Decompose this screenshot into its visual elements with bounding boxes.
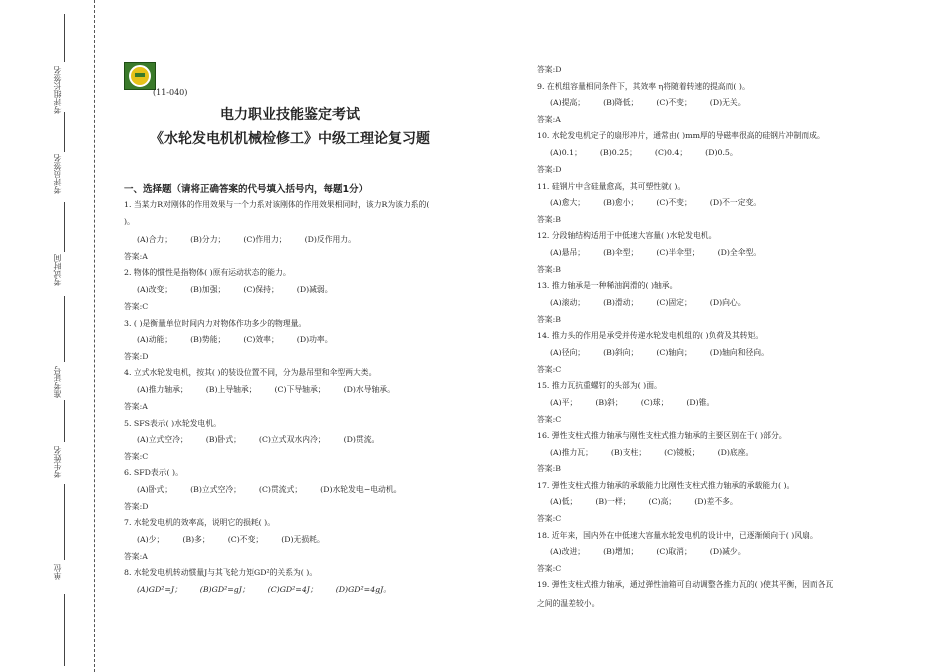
signature-line [64,484,65,560]
option-b: (B)支柱； [610,448,647,457]
side-label-unit: 单位 [53,564,62,580]
option-b: (B)斜向； [603,348,639,357]
question-1-cont: )。 [124,217,135,226]
option-b: (B)愈小； [603,198,639,207]
option-a: (A)滚动； [550,298,586,307]
side-label-examiner: 考评员签名 [53,154,62,194]
option-c: (C)固定； [656,298,692,307]
option-d: (D)0.5。 [705,148,738,157]
option-c: (C)作用力； [243,235,287,244]
question-10-options [550,147,756,158]
question-1-options [137,234,374,245]
question-13: 13. 推力轴承是一种稀油润滑的( )轴承。 [537,281,678,290]
answer-10: 答案:D [537,165,562,174]
question-9-options [550,97,764,108]
option-d: (D)锥。 [686,398,715,407]
side-label-team-leader: 考评组长签名 [53,66,62,114]
option-d: (D)减少。 [709,547,746,556]
logo-icon [124,62,156,90]
option-d: (D)无损耗。 [281,535,325,544]
option-d: (D)底座。 [717,448,754,457]
option-a: (A)推力瓦； [550,448,593,457]
cut-line [94,0,95,672]
question-19: 19. 弹性支柱式推力轴承，通过弹性油箱可自动调整各推力瓦的( )使其平衡，因而各瓦 [537,580,834,589]
option-a: (A)平； [550,398,578,407]
question-12-options [550,247,779,258]
option-a: (A)推力轴承； [137,385,188,394]
option-b: (B)分力； [190,235,226,244]
section-heading: 一、选择题（请将正确答案的代号填入括号内，每题1分） [124,184,369,195]
binding-margin [0,0,100,672]
question-4: 4. 立式水轮发电机，按其( )的装设位置不同，分为悬吊型和伞型两大类。 [124,368,377,377]
answer-12: 答案:B [537,265,561,274]
question-1: 1. 当某力R对刚体的作用效果与一个力系对该刚体的作用效果相同时，该力R为该力系的( [124,200,430,209]
option-d: (D)水轮发电−电动机。 [320,485,402,494]
option-c: (C)高； [648,497,677,506]
signature-line [64,14,65,62]
answer-14: 答案:C [537,365,562,374]
answer-18: 答案:C [537,564,562,573]
option-c: (C)取消； [656,547,692,556]
side-label-ticket-no: 准考证号 [53,366,62,398]
option-d: (D)贯流。 [343,435,380,444]
option-c: (C)效率； [243,335,279,344]
answer-7: 答案:A [124,552,148,561]
question-6: 6. SFD表示( )。 [124,468,183,477]
question-15-options [550,397,732,408]
question-14-options [550,347,787,358]
answer-16: 答案:B [537,464,561,473]
option-d: (D)差不多。 [694,497,738,506]
option-c: (C)球； [640,398,669,407]
question-3-options [137,334,351,345]
option-b: (B)0.25； [599,148,637,157]
answer-6: 答案:D [124,502,149,511]
question-2: 2. 物体的惯性是指物体( )原有运动状态的能力。 [124,268,291,277]
question-8: 8. 水轮发电机转动惯量J与其飞轮力矩GD²的关系为( )。 [124,568,318,577]
option-a: (A)提高； [550,98,586,107]
question-15: 15. 推力瓦抗重螺钉的头部为( )面。 [537,381,662,390]
option-d: (D)全伞型。 [717,248,762,257]
option-a: (A)改进； [550,547,586,556]
answer-2: 答案:C [124,302,149,311]
question-17: 17. 弹性支柱式推力轴承的承载能力比刚性支柱式推力轴承的承载能力( )。 [537,481,795,490]
option-c: (C)贯流式； [258,485,303,494]
option-a: (A)动能； [137,335,173,344]
option-c: (C)镜板； [664,448,700,457]
question-14: 14. 推力头的作用是承受并传递水轮发电机组的( )负荷及其转矩。 [537,331,764,340]
question-5: 5. SFS表示( )水轮发电机。 [124,419,221,428]
question-18: 18. 近年来，国内外在中低速大容量水轮发电机的设计中，已逐渐倾向于( )风扇。 [537,531,818,540]
option-a: (A)卧式； [137,485,173,494]
answer-15: 答案:C [537,415,562,424]
option-d: (D)减弱。 [296,285,333,294]
question-16-options [550,447,771,458]
option-a: (A)悬吊； [550,248,586,257]
option-b: (B)降低； [603,98,639,107]
signature-line [64,594,65,666]
question-11-options [550,197,779,208]
option-b: (B)GD²=gJ； [199,585,250,594]
option-b: (B)加强； [190,285,226,294]
option-a: (A)低； [550,497,578,506]
question-7-options [137,534,343,545]
option-c: (C)半伞型； [656,248,700,257]
option-c: (C)立式双水内冷； [258,435,326,444]
answer-9: 答案:A [537,115,561,124]
question-13-options [550,297,764,308]
question-7: 7. 水轮发电机的效率高，说明它的损耗( )。 [124,518,276,527]
question-17-options [550,496,756,507]
option-d: (D)反作用力。 [304,235,356,244]
question-12: 12. 分段轴结构适用于中低速大容量( )水轮发电机。 [537,231,717,240]
page-title: 电力职业技能鉴定考试 [220,107,360,123]
option-b: (B)增加； [603,547,639,556]
page-subtitle: 《水轮发电机机械检修工》中级工理论复习题 [150,131,430,147]
question-4-options [137,384,413,395]
option-d: (D)GD²=4gJ。 [335,585,392,594]
option-a: (A)GD²=J； [137,585,182,594]
option-d: (D)向心。 [709,298,746,307]
option-a: (A)少； [137,535,165,544]
option-b: (B)上导轴承； [205,385,257,394]
question-3: 3. ( )是衡量单位时间内力对物体作功多少的物理量。 [124,319,307,328]
question-9: 9. 在机组容量相同条件下，其效率 η将随着转速的提高而( )。 [537,82,750,91]
option-d: (D)水导轴承。 [343,385,395,394]
option-a: (A)改变； [137,285,173,294]
option-a: (A)立式空冷； [137,435,188,444]
option-d: (D)功率。 [296,335,333,344]
option-b: (B)立式空冷； [190,485,241,494]
option-c: (C)下导轴承； [274,385,326,394]
answer-5: 答案:C [124,452,149,461]
question-16: 16. 弹性支柱式推力轴承与刚性支柱式推力轴承的主要区别在于( )部分。 [537,431,787,440]
option-c: (C)不变； [656,198,692,207]
option-a: (A)合力； [137,235,173,244]
question-8-options [137,584,409,595]
option-b: (B)多； [182,535,210,544]
option-a: (A)0.1； [550,148,582,157]
answer-11: 答案:B [537,215,561,224]
doc-code: (11-040) [153,88,188,97]
option-c: (C)轴向； [656,348,692,357]
question-18-options [550,546,764,557]
option-c: (C)GD²=4J； [267,585,318,594]
side-label-name: 考生姓名 [53,446,62,478]
question-11: 11. 硅钢片中含硅量愈高，其可塑性就( )。 [537,182,686,191]
option-d: (D)无关。 [709,98,746,107]
side-label-exam-time: 考试时间 [53,254,62,286]
option-b: (B)卧式； [205,435,241,444]
answer-8: 答案:D [537,65,562,74]
option-a: (A)愈大； [550,198,586,207]
option-b: (B)势能； [190,335,226,344]
question-6-options [137,484,419,495]
option-d: (D)轴向和径向。 [709,348,769,357]
option-b: (B)伞型； [603,248,639,257]
signature-line [64,400,65,442]
option-d: (D)不一定变。 [709,198,762,207]
answer-3: 答案:D [124,352,149,361]
question-5-options [137,434,397,445]
answer-4: 答案:A [124,402,148,411]
question-2-options [137,284,351,295]
answer-13: 答案:B [537,315,561,324]
option-c: (C)保持； [243,285,279,294]
signature-line [64,296,65,362]
option-c: (C)0.4； [654,148,688,157]
option-a: (A)径向； [550,348,586,357]
option-b: (B)一样； [595,497,631,506]
answer-17: 答案:C [537,514,562,523]
question-10: 10. 水轮发电机定子的扇形冲片，通常由( )mm厚的导磁率很高的硅钢片冲制而成。 [537,131,825,140]
question-19-cont: 之间的温差较小。 [537,599,600,608]
option-b: (B)斜； [595,398,623,407]
option-c: (C)不变； [227,535,264,544]
option-c: (C)不变； [656,98,692,107]
signature-line [64,202,65,252]
option-b: (B)滑动； [603,298,639,307]
answer-1: 答案:A [124,252,148,261]
